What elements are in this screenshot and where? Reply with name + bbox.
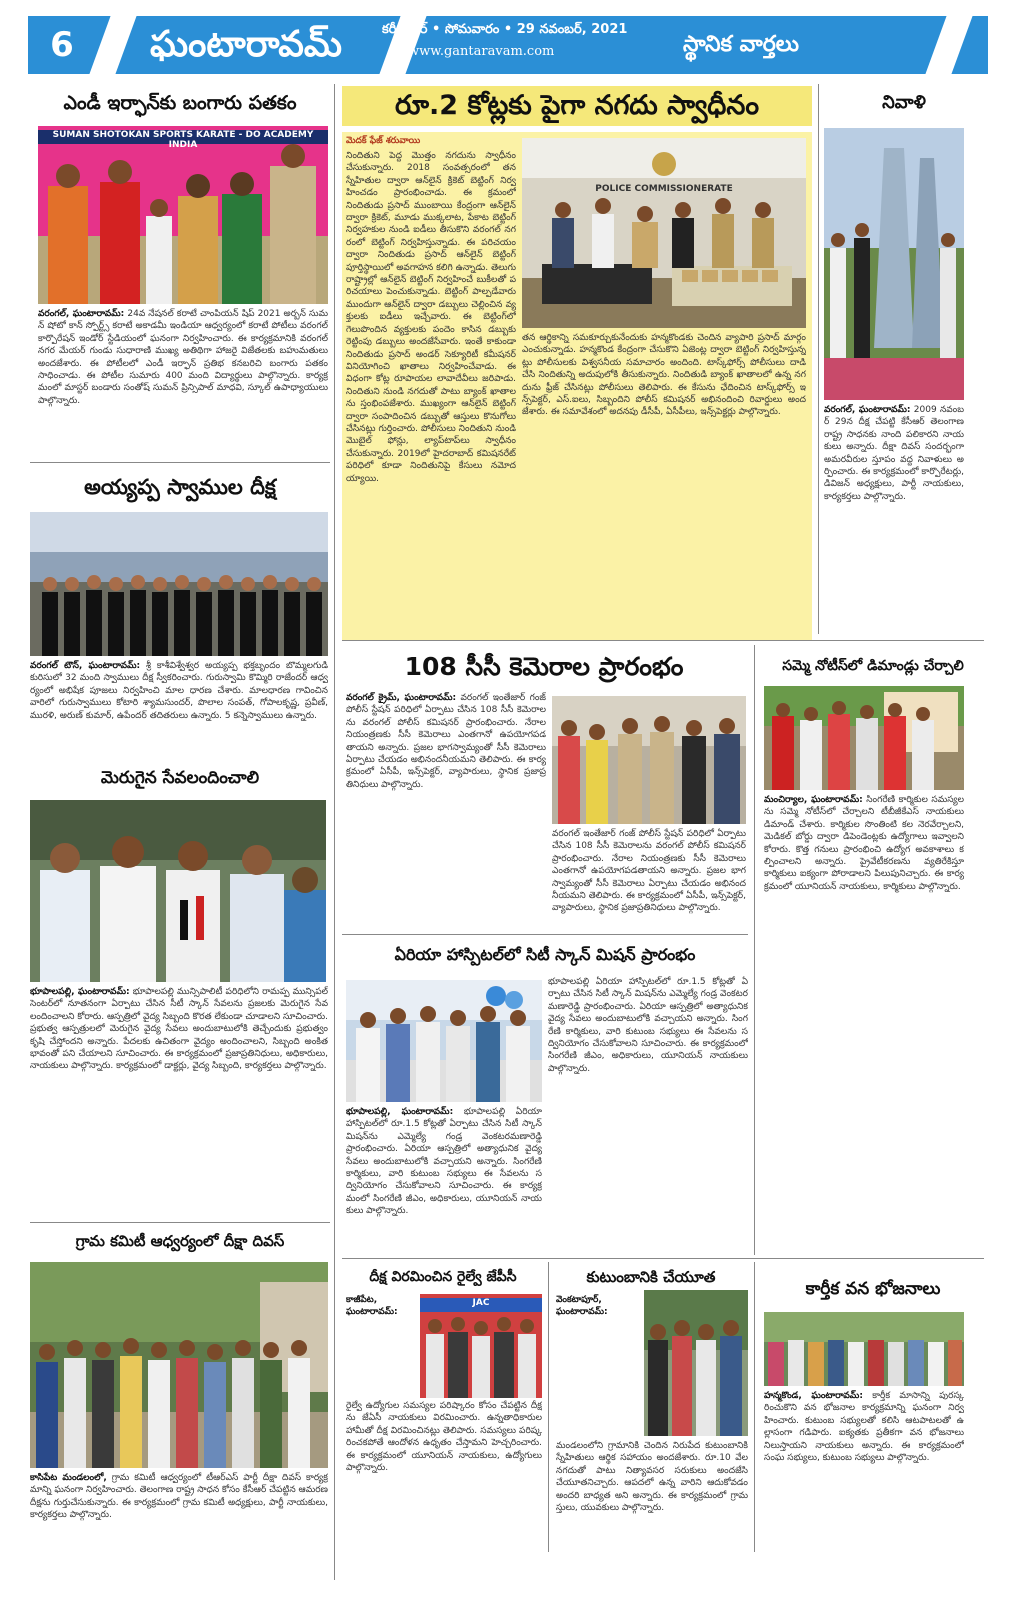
section-title: స్థానిక వార్తలు (683, 32, 799, 57)
lead-headline: రూ.2 కోట్లకు పైగా నగదు స్వాధీనం (342, 86, 812, 126)
gramam-group-graphic (30, 1262, 328, 1468)
karate-photo (38, 126, 328, 304)
divider (30, 1222, 330, 1223)
lead-press-graphic (522, 138, 806, 328)
karate-headline: ఎండీ ఇర్ఫాన్‌కు బంగారు పతకం (63, 92, 297, 114)
issue-dateline: కరీంనగర్ • సోమవారం • 29 నవంబర్, 2021 (382, 22, 628, 37)
ayyappa-text: శ్రీ కాశీవిశ్వేశ్వర అయ్యప్ప భక్తబృందం బొమ్మలగుడి కురిసులో 32 మంది స్వాములు దీక్ష స్వీకరించారు. గురుస్వామి కొమ్మిరి రాజేందర్ ఆధ్వర్యంలో అభిషేక పూజలు నిర్వహించి మాల ధారణ చేశారు. మాలధారణ గావించిన వారిలో గురుస్వాములు కోటారి శ్యామసుందర్, పొలాల సంపత్, గోపాలకృష్ణ, ప్రవీణ్, మురళి, అరుణ్ కుమార్, ఉపేందర్ తదితరులు ఉన్నారు. 5 కన్నెస్వాములు ఉన్నారు. (30, 661, 328, 721)
sammenotice-photo (764, 686, 964, 790)
karate-banner: SUMAN SHOTOKAN SPORTS KARATE - DO ACADEMY INDIA (38, 130, 328, 144)
family-photo (644, 1290, 748, 1436)
nivali-dateline: వరంగల్, ఘంటారావమ్: (824, 405, 911, 415)
karate-body (38, 308, 328, 456)
ctscan-group-graphic (346, 980, 542, 1102)
family-group-graphic (644, 1290, 748, 1436)
lead-body-left: నిందితుని పెద్ద మొత్తం నగదును స్వాధీనం చేసుకున్నారు. 2018 సంవత్సరంలో తన స్నేహితుల ద్వారా ఆన్‌లైన్ క్రికెట్ బెట్టింగ్ నిర్వహించడం ప్రారంభించాడు. ఈ క్రమంలో నిందితుడు ప్రసాద్ ముంబాయి కేంద్రంగా ఆన్‌లైన్ ద్వారా క్రికెట్, మూడు ముక్కలాట, పేకాట బెట్టింగ్ నిర్వహకుల నుండి ఐడీలు తీసుకొని వరంగల్ నగరంలో బెట్టింగ్ నిర్వహిస్తున్నాడు. ఈ పరిచయం ద్వారా నిందితుడు ప్రసాద్ ఆన్‌లైన్ బెట్టింగ్ పూర్తిస్థాయిలో అవగాహన కలిగి ఉన్నాడు. తెలుగు రాష్ట్రాల్లో ఆన్‌లైన్ బెట్టింగ్ నిర్వహించే బుకీలతో పరిచయాలు పెంచుకున్నాడు. బెట్టింగ్ పాల్పడేవారు ముందుగా ఆన్‌లైన్ ద్వారా డబ్బులు చెల్లించిన వ్యక్తులకు ఐడీలు ఇచ్చేవారు. ఈ బెట్టింగ్‌లో గెలుపొందిన వ్యక్తులకు పందెం కాసిన డబ్బుకు రెట్టింపు డబ్బులు అందజేసేవారు. ఇంతే కాకుండా నిందితుడు ప్రసాద్ అండర్ సెక్యూరిటీ కమీషనర్ వినియోగించి ఖాతాలు నిర్వహించేవాడు. ఈ విధంగా కోట్ల రూపాయల లావాదేవీలు జరిపాడు. నిందితుని నుండి నగదుతో పాటు బ్యాంక్ ఖాతాలను స్తంభింపజేశారు. ముఖ్యంగా ఆన్‌లైన్ బెట్టింగ్ ద్వారా సంపాదించిన డబ్బుతో ఆస్తులు కొనుగోలు చేసినట్లు గుర్తించారు. పోలీసులు నిందితుని నుండి మొబైల్ ఫోన్లు, ల్యాప్‌టాప్‌లు స్వాధీనం చేసుకున్నారు. 2019లో హైదరాబాద్ కమిషనరేట్ పరిధిలో కూడా నిందితునిపై కేసులు నమోదయ్యాయి. (346, 151, 516, 484)
lead-byline: మెదక్ ఫేజ్ శరువాయి (346, 136, 421, 146)
karthika-headline: కార్తీక వన భోజనాలు (805, 1279, 941, 1299)
karthika-photo (764, 1312, 964, 1386)
karate-dateline: వరంగల్, ఘంటారావమ్: (38, 309, 125, 319)
divider (342, 640, 984, 641)
railway-body-intro (346, 1294, 418, 1394)
railway-banner: JAC (420, 1298, 542, 1312)
ayyappa-body (30, 660, 328, 748)
website-url[interactable]: www.gantaravam.com (408, 44, 555, 59)
nivali-headline: నివాళి (882, 92, 926, 113)
nivali-memorial-graphic (824, 128, 964, 400)
nivali-text: 2009 నవంబర్ 29న దీక్ష చేపట్టి కేసీఆర్ తెలంగాణ రాష్ట్ర సాధనకు నాంది పలికారని నాయకులు అన్నారు. దీక్షా దివస్ సందర్భంగా అమరవీరుల స్తూపం వద్ద నివాళులు అర్పించారు. ఈ కార్యక్రమంలో కార్పొరేటర్లు, డివిజన్ అధ్యక్షులు, పార్టీ నాయకులు, కార్యకర్తలు పాల్గొన్నారు. (824, 405, 964, 502)
cctv-photo (552, 696, 746, 824)
divider (342, 934, 748, 935)
newspaper-brand: ఘంటారావమ్ (150, 24, 342, 65)
gramam-body (30, 1472, 328, 1548)
sammenotice-dateline: మంచిర్యాల, ఘంటారావమ్: (764, 795, 863, 805)
sammenotice-headline: సమ్మె నోటీస్‌లో డిమాండ్లు చేర్చాలి (782, 658, 964, 674)
railway-photo (420, 1294, 542, 1398)
lead-body-right: తన ఆర్థికాన్ని సమకూర్చుకునేందుకు హన్మకొండకు చెందిన వ్యాపారి ప్రసాద్ మార్గం ఎంచుకున్నాడు. హన్మకొండ కేంద్రంగా చేసుకొని ఏజెంట్ల ద్వారా బెట్టింగ్ నిర్వహిస్తున్నట్లు పోలీసులకు విశ్వసనీయ సమాచారం అందింది. టాస్క్‌ఫోర్స్ పోలీసులు దాడి చేసి నిందితున్ని అదుపులోకి తీసుకున్నారు. నిందితుడి బ్యాంక్ ఖాతాలలో ఉన్న నగదును ఫ్రీజ్ చేసినట్లు పోలీసులు తెలిపారు. ఈ కేసును ఛేదించిన టాస్క్‌ఫోర్స్ ఇన్స్‌పెక్టర్, ఎస్.ఐలు, సిబ్బందిని పోలీస్ కమిషనర్ అభినందించి రివార్డులు అందజేశారు. ఈ సమావేశంలో అదనపు డీసీపీ, ఏసీపీలు, ఇన్స్‌పెక్టర్లు పాల్గొన్నారు. (522, 333, 806, 418)
ctscan-dateline: భూపాలపల్లి, ఘంటారావమ్: (346, 1107, 454, 1117)
railway-group-graphic (420, 1294, 542, 1398)
gramam-text: గ్రామ కమిటీ ఆధ్వర్యంలో టీఆర్ఎస్ పార్టీ దీక్షా దివస్ కార్యక్రమాన్ని ఘనంగా నిర్వహించారు. తెలంగాణ రాష్ట్ర సాధన కోసం కేసీఆర్ చేపట్టిన ఆమరణ దీక్షను గుర్తుచేసుకున్నారు. ఈ కార్యక్రమంలో గ్రామ కమిటీ అధ్యక్షులు, పార్టీ నాయకులు, కార్యకర్తలు పాల్గొన్నారు. (30, 1473, 328, 1521)
services-dateline: భూపాలపల్లి, ఘంటారావమ్: (30, 987, 130, 997)
ctscan-body-right (548, 976, 748, 1254)
karate-text: 24వ నేషనల్ కరాటే చాంపియన్ షిప్ 2021 అర్బన్ సుమన్ షోటో కాన్ స్పోర్ట్స్ కరాటే అకాడమీ ఇండియా ఆధ్వర్యంలో కరాటే పోటీలు వరంగల్ కార్పొరేషన్ ఇండోర్ స్టేడియంలో ఘనంగా నిర్వహించారు. ఈ కార్యక్రమానికి వరంగల్ నగర మేయర్ గుండు సుధారాణి ముఖ్య అతిథిగా హాజరై విజేతలకు బహుమతులు అందజేశారు. ఈ పోటీలలో ఎండీ ఇర్ఫాన్ ప్రతిభ కనబరిచి బంగారు పతకం సాధించాడు. ఈ పోటీల సుమారు 400 మంది విద్యార్థులు పాల్గొన్నారు. కార్యక్రమంలో మాస్టర్ బండారు సంతోష్ సుమన్ ప్రిన్సిపాల్ మాధవి, స్కూల్ ఉపాధ్యాయులు పాల్గొన్నారు. (38, 309, 328, 406)
karthika-body (764, 1390, 964, 1546)
column-rule (754, 645, 755, 1255)
railway-body: రైల్వే ఉద్యోగుల సమస్యల పరిష్కారం కోసం చేపట్టిన దీక్షను జేఏసీ నాయకులు విరమించారు. ఉన్నతాధికారుల హామీతో దీక్ష విరమించినట్లు తెలిపారు. సమస్యలు పరిష్కరించకపోతే ఆందోళన ఉధృతం చేస్తామని హెచ్చరించారు. ఈ కార్యక్రమంలో యూనియన్ నాయకులు, ఉద్యోగులు పాల్గొన్నారు. (346, 1401, 542, 1474)
cctv-text: వరంగల్ ఇంతేజార్ గంజ్ పోలీస్ స్టేషన్ పరిధిలో ఏర్పాటు చేసిన 108 సీసీ కెమెరాలను వరంగల్ పోలీస్ కమిషనర్ ప్రారంభించారు. నేరాల నియంత్రణకు సీసీ కెమెరాలు ఎంతగానో ఉపయోగపడతాయని అన్నారు. ప్రజల భాగస్వామ్యంతో సీసీ కెమెరాలు ఏర్పాటు చేయడం అభినందనీయమని తెలిపారు. ఈ కార్యక్రమంలో ఏసీపీ, ఇన్స్‌పెక్టర్, వ్యాపారులు, స్థానిక ప్రజాప్రతినిధులు పాల్గొన్నారు. (346, 693, 546, 790)
nivali-photo (824, 128, 964, 400)
family-body: మండలంలోని గ్రామానికి చెందిన నిరుపేద కుటుంబానికి స్నేహితులు ఆర్థిక సహాయం అందజేశారు. రూ.10 వేల నగదుతో పాటు నిత్యావసర సరుకులు అందజేసి చేయూతనిచ్చారు. ఆపదలో ఉన్న వారిని ఆదుకోవడం అందరి బాధ్యత అని అన్నారు. ఈ కార్యక్రమంలో గ్రామస్తులు, యువకులు పాల్గొన్నారు. (556, 1441, 748, 1514)
gramam-headline: గ్రామ కమిటీ ఆధ్వర్యంలో దీక్షా దివస్ (75, 1232, 285, 1250)
ctscan-photo (346, 980, 542, 1102)
gramam-dateline: కాసిపేట మండలంలో, (30, 1473, 107, 1483)
page-number: 6 (50, 25, 74, 65)
ayyappa-group-graphic (30, 512, 328, 656)
cctv-group-graphic (552, 696, 746, 824)
services-body (30, 986, 328, 1218)
cctv-dateline: వరంగల్ క్రైమ్, ఘంటారావమ్: (346, 693, 457, 703)
column-rule (548, 1262, 549, 1552)
ayyappa-headline: అయ్యప్ప స్వాముల దీక్ష (84, 475, 276, 499)
railway-dateline: కాజీపేట, ఘంటారావమ్: (346, 1295, 398, 1318)
sammenotice-body (764, 794, 964, 1268)
services-group-graphic (30, 800, 326, 982)
ayyappa-dateline: వరంగల్ టౌన్, ఘంటారావమ్: (30, 661, 141, 671)
sammenotice-group-graphic (764, 686, 964, 790)
karthika-text: కార్తీక మాసాన్ని పురస్కరించుకొని వన భోజనాల కార్యక్రమాన్ని ఘనంగా నిర్వహించారు. కుటుంబ సభ్యులతో కలిసి ఆటపాటలతో ఉల్లాసంగా గడిపారు. ఐక్యతకు ప్రతీకగా వన భోజనాలు నిలుస్తాయని నాయకులు అన్నారు. ఈ కార్యక్రమంలో సంఘ సభ్యులు, కుటుంబ సభ్యులు పాల్గొన్నారు. (764, 1391, 964, 1464)
column-rule (818, 84, 819, 634)
ctscan-headline: ఏరియా హాస్పిటల్‌లో సిటీ స్కాన్ మిషన్ ప్రారంభం (394, 945, 696, 964)
lead-photo (522, 138, 806, 328)
karate-people-graphic (38, 126, 328, 304)
services-headline: మెరుగైన సేవలందించాలి (100, 768, 260, 788)
ctscan-text: భూపాలపల్లి ఏరియా హాస్పిటల్‌లో రూ.1.5 కోట్లతో ఏర్పాటు చేసిన సిటీ స్కాన్ మిషన్‌ను ఎమ్మెల్యే గండ్ర వెంకటరమణారెడ్డి ప్రారంభించారు. ఏరియా ఆస్పత్రిలో అత్యాధునిక వైద్య సేవలు అందుబాటులోకి వచ్చాయని అన్నారు. సింగరేణి కార్మికులు, వారి కుటుంబ సభ్యులు ఈ సేవలను సద్వినియోగం చేసుకోవాలని సూచించారు. ఈ కార్యక్రమంలో సింగరేణి జీఎం, అధికారులు, యూనియన్ నాయకులు పాల్గొన్నారు. (346, 1107, 542, 1217)
services-photo (30, 800, 326, 982)
cctv-text-cont: వరంగల్ ఇంతేజార్ గంజ్ పోలీస్ స్టేషన్ పరిధిలో ఏర్పాటు చేసిన 108 సీసీ కెమెరాలను వరంగల్ పోలీస్ కమిషనర్ ప్రారంభించారు. నేరాల నియంత్రణకు సీసీ కెమెరాలు ఎంతగానో ఉపయోగపడతాయని అన్నారు. ప్రజల భాగస్వామ్యంతో సీసీ కెమెరాలు ఏర్పాటు చేయడం అభినందనీయమని తెలిపారు. ఈ కార్యక్రమంలో ఏసీపీ, ఇన్స్‌పెక్టర్, వ్యాపారులు, స్థానిక ప్రజాప్రతినిధులు పాల్గొన్నారు. (552, 829, 746, 914)
column-rule (754, 1262, 755, 1552)
karthika-dateline: హన్మకొండ, ఘంటారావమ్: (764, 1391, 863, 1401)
family-dateline: వెంకటాపూర్, ఘంటారావమ్: (556, 1295, 608, 1318)
masthead-divider (925, 16, 972, 74)
karthika-group-graphic (764, 1312, 964, 1386)
railway-headline: దీక్ష విరమించిన రైల్వే జేపీసీ (369, 1269, 517, 1285)
cctv-headline: 108 సీసీ కెమెరాల ప్రారంభం (404, 652, 684, 681)
divider (30, 462, 330, 463)
cctv-body-right (552, 828, 746, 928)
gramam-photo (30, 1262, 328, 1468)
services-text: భూపాలపల్లి మున్సిపాలిటీ పరిధిలోని రామప్ప మున్సిపల్ సెంటర్‌లో నూతనంగా ఏర్పాటు చేసిన సీటీ స్కాన్ సేవలను ప్రజలకు మెరుగైన సేవలందించాలని కోరారు. ఆస్పత్రిలో వైద్య సిబ్బంది కొరత లేకుండా చూడాలని సూచించారు. ప్రభుత్వ ఆస్పత్రులలో మెరుగైన వైద్య సేవలు అందుబాటులోకి తెచ్చేందుకు ప్రభుత్వం కృషి చేస్తోందని అన్నారు. పేదలకు ఉచితంగా వైద్యం అందించాలని, సిబ్బంది అంకితభావంతో పని చేయాలని సూచించారు. ఈ కార్యక్రమంలో ప్రజాప్రతినిధులు, అధికారులు, నాయకులు పాల్గొన్నారు. కార్యక్రమంలో డాక్టర్లు, వైద్య సిబ్బంది, కార్యకర్తలు పాల్గొన్నారు. (30, 987, 328, 1072)
nivali-body (824, 404, 964, 628)
cctv-body-left (346, 692, 546, 928)
ayyappa-photo (30, 512, 328, 656)
ctscan-text-cont: భూపాలపల్లి ఏరియా హాస్పిటల్‌లో రూ.1.5 కోట్లతో ఏర్పాటు చేసిన సిటీ స్కాన్ మిషన్‌ను ఎమ్మెల్యే గండ్ర వెంకటరమణారెడ్డి ప్రారంభించారు. ఏరియా ఆస్పత్రిలో అత్యాధునిక వైద్య సేవలు అందుబాటులోకి వచ్చాయని అన్నారు. సింగరేణి కార్మికులు, వారి కుటుంబ సభ్యులు ఈ సేవలను సద్వినియోగం చేసుకోవాలని సూచించారు. ఈ కార్యక్రమంలో సింగరేణి జీఎం, అధికారులు, యూనియన్ నాయకులు పాల్గొన్నారు. (548, 977, 748, 1074)
column-rule (334, 84, 335, 1580)
ctscan-body-left (346, 1106, 542, 1254)
sammenotice-text: సింగరేణి కార్మికుల సమస్యలను సమ్మె నోటీస్‌లో చేర్చాలని టీబీజీకేఎస్ నాయకులు డిమాండ్ చేశారు. కార్మికుల సొంతింటి కల నెరవేర్చాలని, మెడికల్ బోర్డు ద్వారా డిపెండెంట్లకు ఉద్యోగాలు ఇవ్వాలని కోరారు. కొత్త గనులు ప్రారంభించి ఉద్యోగ అవకాశాలు కల్పించాలని అన్నారు. ప్రైవేటీకరణను వ్యతిరేకిస్తూ కార్మికులు ఐక్యంగా పోరాడాలని పిలుపునిచ్చారు. ఈ కార్యక్రమంలో యూనియన్ నాయకులు, కార్మికులు పాల్గొన్నారు. (764, 795, 964, 892)
family-body-intro (556, 1294, 640, 1414)
family-headline: కుటుంబానికి చేయూత (586, 1268, 716, 1286)
lead-photo-sign: POLICE COMMISSIONERATE (595, 184, 733, 194)
